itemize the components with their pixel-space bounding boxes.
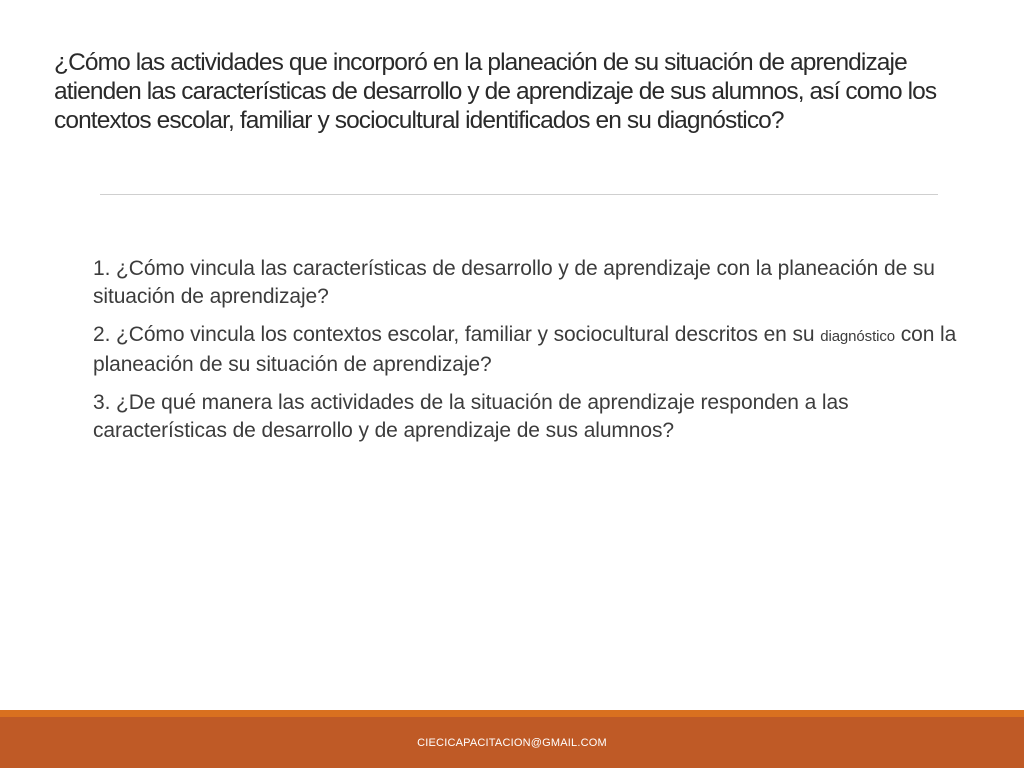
title-divider	[100, 194, 938, 195]
question-item-2	[93, 321, 973, 379]
question-3-text: 3. ¿De qué manera las actividades de la situación de aprendizaje responden a las características de desarrollo y de aprendizaje de sus alumnos?	[93, 391, 849, 442]
footer-email: CIECICAPACITACION@GMAIL.COM	[417, 737, 607, 749]
footer-accent-stripe	[0, 710, 1024, 717]
question-item-3	[93, 389, 973, 445]
question-list	[93, 255, 973, 455]
question-1-text: 1. ¿Cómo vincula las características de desarrollo y de aprendizaje con la planeación de su situación de aprendizaje?	[93, 257, 935, 308]
question-2-text-end: con la planeación de su situación de aprendizaje?	[93, 323, 957, 376]
question-2-small-word: diagnóstico	[820, 328, 896, 345]
question-item-1	[93, 255, 973, 311]
question-2-text-start: 2. ¿Cómo vincula los contextos escolar, familiar y sociocultural descritos en su	[93, 323, 821, 346]
slide-title: ¿Cómo las actividades que incorporó en la planeación de su situación de aprendizaje atienden las características de desarrollo y de aprendizaje de sus alumnos, así como los contextos escolar, familiar y sociocultural identificados en su diagnóstico?	[54, 49, 937, 134]
